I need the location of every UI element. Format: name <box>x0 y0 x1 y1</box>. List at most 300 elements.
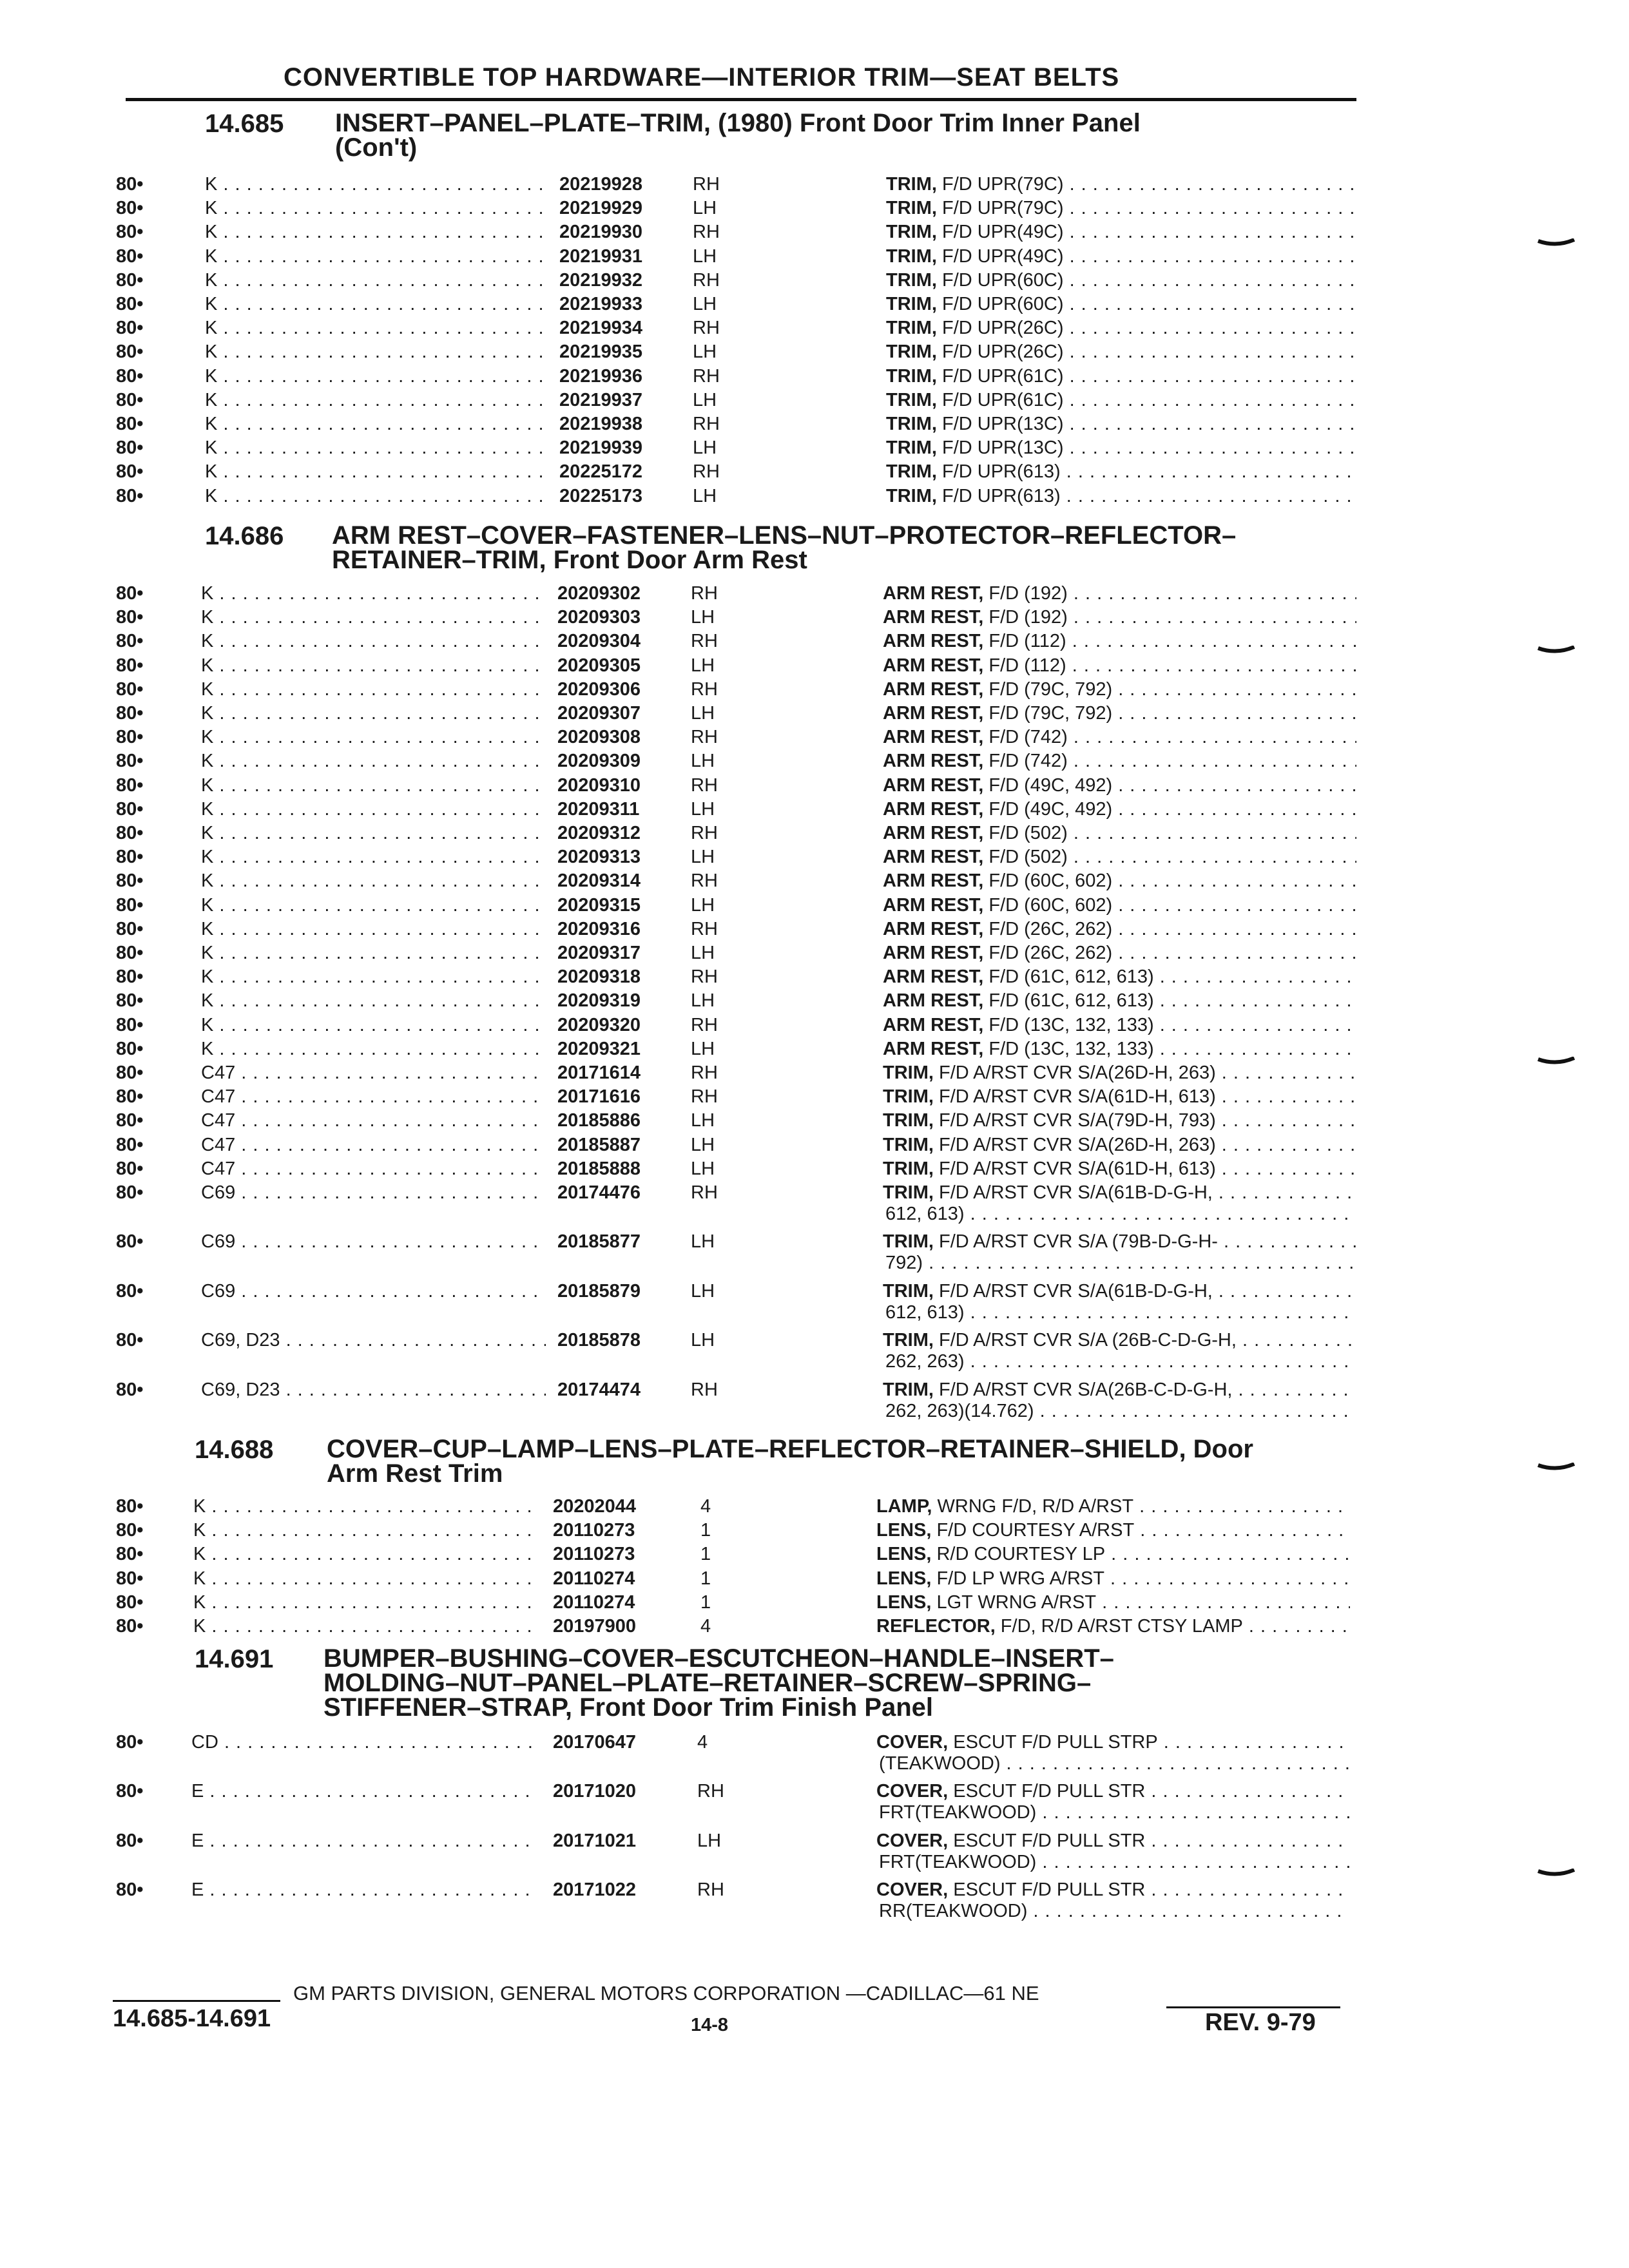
table-row <box>0 1781 1629 1823</box>
table-row <box>0 414 1629 437</box>
part-description <box>883 607 1356 628</box>
part-number: 20209307 <box>557 703 641 724</box>
description-line <box>883 1062 1356 1084</box>
table-row <box>0 1015 1629 1039</box>
quantity-or-side: 1 <box>700 1568 711 1589</box>
option-code <box>201 655 546 677</box>
option-code <box>201 679 546 700</box>
part-number: 20174476 <box>557 1182 641 1203</box>
section-title-line: ARM REST–COVER–FASTENER–LENS–NUT–PROTECTOR–REFLECTOR– <box>332 521 1237 550</box>
option-code-text: C47 . . . <box>201 1086 546 1107</box>
table-row <box>0 270 1629 294</box>
model-year: 80• <box>116 918 144 939</box>
description-line <box>876 1831 1350 1852</box>
quantity-or-side: LH <box>693 198 717 219</box>
description-detail: 262, 263) <box>885 1351 965 1372</box>
description-text <box>883 870 1356 891</box>
part-description <box>876 1496 1350 1517</box>
option-code <box>201 895 546 916</box>
description-line <box>883 823 1356 844</box>
part-description <box>883 799 1356 820</box>
model-year: 80• <box>116 1879 144 1901</box>
description-line <box>883 1330 1356 1351</box>
description-detail: F/D (502) <box>983 847 1068 868</box>
quantity-or-side: LH <box>691 943 715 963</box>
part-description <box>876 1781 1350 1823</box>
part-description <box>886 246 1356 267</box>
description-keyword: TRIM, <box>886 245 937 267</box>
part-description <box>876 1831 1350 1873</box>
option-code <box>201 1379 546 1401</box>
description-detail: F/D (192) <box>983 607 1068 628</box>
part-number: 20185888 <box>557 1158 641 1179</box>
option-code-text: K . . . <box>205 390 550 410</box>
table-row <box>0 1280 1629 1323</box>
part-number: 20209302 <box>557 583 641 604</box>
description-keyword: ARM REST, <box>883 823 984 843</box>
option-code-text: K . . . <box>201 607 546 628</box>
description-text <box>883 1086 1356 1107</box>
part-description <box>883 847 1356 868</box>
description-line <box>883 1204 1356 1225</box>
description-detail: F/D UPR(26C) <box>936 341 1064 363</box>
part-number: 20171614 <box>557 1062 641 1083</box>
part-number: 20209321 <box>557 1038 641 1059</box>
description-keyword: LENS, <box>876 1568 932 1589</box>
description-line <box>886 414 1356 435</box>
part-description <box>883 679 1356 700</box>
table-row <box>0 631 1629 655</box>
option-code-text: K . . . <box>205 294 550 314</box>
description-detail: F/D UPR(613) <box>936 485 1061 506</box>
part-number: 20209319 <box>557 990 641 1012</box>
option-code-text: C69 . . . <box>201 1231 546 1252</box>
margin-mark <box>1537 1463 1576 1472</box>
model-year: 80• <box>116 1732 144 1753</box>
part-number: 20219930 <box>559 222 643 243</box>
description-detail: F/D (61C, 612, 613) <box>983 966 1154 988</box>
model-year: 80• <box>116 607 144 628</box>
description-keyword: COVER, <box>876 1830 949 1851</box>
description-line <box>876 1568 1350 1590</box>
quantity-or-side: RH <box>691 1014 718 1035</box>
description-keyword: ARM REST, <box>883 1038 984 1059</box>
model-year: 80• <box>116 655 144 676</box>
description-detail: WRNG F/D, R/D A/RST <box>932 1496 1134 1517</box>
quantity-or-side: LH <box>691 1231 715 1253</box>
footer-page-number: 14-8 <box>691 2015 729 2035</box>
part-number: 20219935 <box>559 341 643 363</box>
quantity-or-side: LH <box>693 294 717 314</box>
model-year: 80• <box>116 943 144 963</box>
description-line <box>886 246 1356 267</box>
model-year: 80• <box>116 1014 144 1035</box>
quantity-or-side: LH <box>693 485 717 506</box>
table-row <box>0 583 1629 607</box>
description-text <box>883 1204 1356 1224</box>
description-keyword: ARM REST, <box>883 894 984 916</box>
part-description <box>883 1379 1356 1422</box>
description-detail: R/D COURTESY LP <box>931 1544 1106 1565</box>
description-keyword: TRIM, <box>883 1182 934 1203</box>
description-text <box>886 270 1356 291</box>
description-text <box>883 823 1356 843</box>
option-code <box>201 1231 546 1253</box>
description-detail: F/D UPR(60C) <box>936 294 1064 314</box>
description-text <box>883 895 1356 916</box>
part-number: 20209305 <box>557 655 641 676</box>
table-row <box>0 990 1629 1014</box>
description-line <box>876 1852 1350 1873</box>
part-number: 20209311 <box>557 798 640 820</box>
description-keyword: TRIM, <box>886 461 937 483</box>
quantity-or-side: RH <box>693 365 720 387</box>
quantity-or-side: 4 <box>700 1496 711 1517</box>
description-line <box>886 294 1356 315</box>
part-number: 20219937 <box>559 389 643 410</box>
description-keyword: TRIM, <box>883 1134 934 1155</box>
description-keyword: COVER, <box>876 1781 949 1802</box>
description-line <box>883 919 1356 940</box>
option-code-text: K . . . <box>193 1568 538 1589</box>
description-text <box>883 1302 1356 1323</box>
part-description <box>883 1330 1356 1372</box>
option-code-text: K . . . <box>201 631 546 651</box>
margin-mark <box>1537 646 1576 655</box>
description-text <box>883 727 1356 747</box>
description-detail: FRT(TEAKWOOD) <box>879 1802 1037 1823</box>
description-keyword: TRIM, <box>883 1280 934 1302</box>
table-row <box>0 174 1629 198</box>
description-line <box>886 318 1356 339</box>
description-text <box>876 1616 1350 1637</box>
quantity-or-side: RH <box>691 1086 718 1108</box>
section-title-line: INSERT–PANEL–PLATE–TRIM, (1980) Front Door Trim Inner Panel <box>335 109 1141 137</box>
description-line <box>886 222 1356 243</box>
option-code-text: E . . . <box>191 1831 536 1851</box>
part-description <box>886 486 1356 507</box>
quantity-or-side: LH <box>691 1280 715 1302</box>
quantity-or-side: RH <box>693 269 720 291</box>
quantity-or-side: LH <box>693 341 717 363</box>
description-line <box>883 870 1356 892</box>
model-year: 80• <box>116 1231 144 1253</box>
option-code <box>205 222 550 243</box>
part-description <box>883 1158 1356 1180</box>
footer-rule-right <box>1166 2006 1340 2008</box>
quantity-or-side: LH <box>691 607 715 628</box>
part-description <box>886 437 1356 459</box>
model-year: 80• <box>116 294 144 314</box>
model-year: 80• <box>116 1062 144 1083</box>
description-line <box>883 1015 1356 1036</box>
description-keyword: ARM REST, <box>883 918 984 939</box>
description-keyword: ARM REST, <box>883 798 984 820</box>
option-code <box>201 751 546 772</box>
option-code <box>201 1158 546 1180</box>
option-code <box>201 990 546 1012</box>
option-code-text: K . . . <box>193 1616 538 1637</box>
description-line <box>883 1158 1356 1180</box>
model-year: 80• <box>116 583 144 604</box>
option-code-text: K . . . <box>201 966 546 987</box>
description-line <box>876 1901 1350 1922</box>
description-keyword: ARM REST, <box>883 703 984 724</box>
option-code <box>205 414 550 435</box>
table-row <box>0 1379 1629 1421</box>
quantity-or-side: LH <box>691 1158 715 1179</box>
section-title-line: BUMPER–BUSHING–COVER–ESCUTCHEON–HANDLE–INSERT– <box>323 1644 1114 1673</box>
part-description <box>886 461 1356 483</box>
description-line <box>883 583 1356 604</box>
option-code-text: K . . . <box>201 943 546 963</box>
description-text <box>876 1901 1350 1921</box>
option-code <box>201 870 546 892</box>
part-number: 20185878 <box>557 1330 641 1351</box>
model-year: 80• <box>116 823 144 843</box>
description-keyword: LENS, <box>876 1544 932 1565</box>
option-code-text: K . . . <box>201 703 546 724</box>
part-number: 20171022 <box>553 1879 637 1901</box>
part-description <box>883 703 1356 724</box>
part-description <box>876 1879 1350 1922</box>
description-keyword: ARM REST, <box>883 655 984 676</box>
table-row <box>0 1879 1629 1922</box>
description-line <box>876 1544 1350 1565</box>
description-text <box>883 1231 1356 1252</box>
description-detail: F/D (112) <box>983 655 1066 676</box>
description-detail: F/D (49C, 492) <box>983 774 1113 796</box>
model-year: 80• <box>116 1520 144 1541</box>
model-year: 80• <box>116 678 144 700</box>
option-code <box>201 1135 546 1156</box>
model-year: 80• <box>116 1781 144 1802</box>
quantity-or-side: LH <box>691 1110 715 1131</box>
model-year: 80• <box>116 245 144 267</box>
option-code <box>205 198 550 219</box>
section-title-line: (Con't) <box>335 133 418 162</box>
table-row <box>0 294 1629 318</box>
option-code <box>191 1732 536 1753</box>
description-text <box>876 1802 1350 1823</box>
option-code <box>193 1496 538 1517</box>
description-line <box>876 1781 1350 1802</box>
option-code-text: K . . . <box>201 847 546 867</box>
quantity-or-side: LH <box>691 703 715 724</box>
description-detail: F/D A/RST CVR S/A(61D-H, 613) <box>933 1158 1216 1179</box>
option-code-text: K . . . <box>205 174 550 195</box>
description-detail: F/D COURTESY A/RST <box>931 1520 1135 1541</box>
description-detail: F/D A/RST CVR S/A (79B-D-G-H- <box>933 1231 1218 1253</box>
model-year: 80• <box>116 870 144 892</box>
section-number: 14.686 <box>205 522 284 550</box>
option-code <box>205 270 550 291</box>
option-code <box>205 366 550 387</box>
option-code-text: K . . . <box>205 222 550 242</box>
description-detail: F/D (26C, 262) <box>983 943 1113 963</box>
description-keyword: TRIM, <box>886 294 937 314</box>
option-code <box>205 461 550 483</box>
option-code <box>201 727 546 748</box>
option-code <box>201 607 546 628</box>
description-detail: F/D (49C, 492) <box>983 798 1113 820</box>
table-row <box>0 1568 1629 1592</box>
option-code <box>205 437 550 459</box>
description-keyword: COVER, <box>876 1732 949 1753</box>
option-code-text: K . . . <box>201 775 546 796</box>
quantity-or-side: RH <box>697 1879 724 1901</box>
part-description <box>883 1231 1356 1274</box>
description-line <box>886 174 1356 195</box>
description-text <box>883 1158 1356 1179</box>
model-year: 80• <box>116 798 144 820</box>
description-line <box>886 390 1356 411</box>
option-code <box>201 775 546 796</box>
quantity-or-side: 4 <box>697 1732 708 1753</box>
description-keyword: TRIM, <box>883 1330 934 1351</box>
description-line <box>883 1253 1356 1274</box>
part-description <box>886 270 1356 291</box>
table-row <box>0 366 1629 390</box>
part-description <box>886 174 1356 195</box>
description-detail: F/D (79C, 792) <box>983 703 1113 724</box>
option-code-text: K . . . <box>205 246 550 267</box>
description-line <box>886 341 1356 363</box>
model-year: 80• <box>116 631 144 652</box>
option-code <box>193 1592 538 1613</box>
description-text <box>883 1062 1356 1083</box>
model-year: 80• <box>116 1158 144 1179</box>
description-text <box>886 246 1356 267</box>
quantity-or-side: LH <box>691 1038 715 1059</box>
model-year: 80• <box>116 894 144 916</box>
part-description <box>886 294 1356 315</box>
section-title <box>332 523 1236 572</box>
table-row <box>0 246 1629 270</box>
part-description <box>876 1544 1350 1565</box>
description-keyword: ARM REST, <box>883 870 984 892</box>
option-code-text: K . . . <box>205 437 550 458</box>
description-detail: F/D A/RST CVR S/A(26D-H, 263) <box>933 1134 1216 1155</box>
description-detail: F/D A/RST CVR S/A(61D-H, 613) <box>933 1086 1216 1108</box>
part-number: 20185877 <box>557 1231 641 1253</box>
option-code <box>201 1330 546 1351</box>
quantity-or-side: RH <box>691 966 718 988</box>
description-detail: F/D (112) <box>983 631 1066 652</box>
quantity-or-side: LH <box>691 847 715 868</box>
option-code-text: K . . . <box>201 823 546 843</box>
description-line <box>876 1496 1350 1517</box>
option-code <box>201 799 546 820</box>
table-row <box>0 1830 1629 1872</box>
part-number: 20209316 <box>557 918 641 939</box>
table-row <box>0 1182 1629 1224</box>
table-row <box>0 1231 1629 1274</box>
description-detail: ESCUT F/D PULL STR <box>948 1830 1146 1851</box>
description-line <box>876 1732 1350 1753</box>
section-title-line: COVER–CUP–LAMP–LENS–PLATE–REFLECTOR–RETAINER–SHIELD, Door <box>327 1435 1253 1463</box>
part-description <box>883 727 1356 748</box>
part-number: 20185887 <box>557 1134 641 1155</box>
description-line <box>883 727 1356 748</box>
quantity-or-side: 4 <box>700 1616 711 1637</box>
description-detail: F/D UPR(79C) <box>936 174 1064 195</box>
model-year: 80• <box>116 1134 144 1155</box>
table-row <box>0 1062 1629 1086</box>
section-title <box>323 1646 1114 1720</box>
table-row <box>0 318 1629 341</box>
model-year: 80• <box>116 198 144 219</box>
option-code <box>205 318 550 339</box>
description-line <box>886 198 1356 219</box>
description-text <box>883 751 1356 771</box>
part-description <box>883 751 1356 772</box>
description-text <box>883 1379 1356 1400</box>
table-row <box>0 1520 1629 1544</box>
model-year: 80• <box>116 269 144 291</box>
model-year: 80• <box>116 222 144 243</box>
description-detail: F/D (79C, 792) <box>983 678 1113 700</box>
description-detail: F/D UPR(13C) <box>936 437 1064 459</box>
option-code-text: K . . . <box>193 1544 538 1564</box>
description-text <box>876 1852 1350 1872</box>
option-code-text: E . . . <box>191 1879 536 1900</box>
description-text <box>883 1135 1356 1155</box>
margin-mark <box>1537 238 1576 247</box>
option-code-text: K . . . <box>201 751 546 771</box>
option-code-text: K . . . <box>201 870 546 891</box>
table-row <box>0 390 1629 414</box>
description-text <box>886 318 1356 338</box>
model-year: 80• <box>116 1496 144 1517</box>
description-detail: F/D (60C, 602) <box>983 870 1113 892</box>
table-row <box>0 966 1629 990</box>
option-code-text: C69 . . . <box>201 1281 546 1302</box>
section-number: 14.685 <box>205 110 284 138</box>
table-row <box>0 1496 1629 1520</box>
part-description <box>886 222 1356 243</box>
part-number: 20197900 <box>553 1616 637 1637</box>
quantity-or-side: 1 <box>700 1520 711 1541</box>
part-description <box>883 895 1356 916</box>
part-description <box>883 823 1356 844</box>
description-text <box>886 437 1356 458</box>
model-year: 80• <box>116 1110 144 1131</box>
part-number: 20209312 <box>557 823 641 843</box>
section-title-line: Arm Rest Trim <box>327 1459 503 1488</box>
option-code-text: K . . . <box>205 366 550 387</box>
option-code-text: C47 . . . <box>201 1135 546 1155</box>
model-year: 80• <box>116 1830 144 1851</box>
option-code <box>201 919 546 940</box>
description-text <box>876 1544 1350 1564</box>
description-detail: F/D A/RST CVR S/A (26B-C-D-G-H, <box>933 1330 1237 1351</box>
part-number: 20225172 <box>559 461 643 483</box>
quantity-or-side: LH <box>691 990 715 1012</box>
description-text <box>883 583 1356 604</box>
description-text <box>883 607 1356 628</box>
model-year: 80• <box>116 1182 144 1203</box>
option-code <box>205 486 550 507</box>
description-detail: RR(TEAKWOOD) <box>879 1901 1028 1922</box>
option-code <box>201 1086 546 1108</box>
part-description <box>876 1592 1350 1613</box>
quantity-or-side: RH <box>693 222 720 243</box>
description-text <box>876 1831 1350 1851</box>
description-text <box>876 1568 1350 1589</box>
option-code <box>193 1616 538 1637</box>
model-year: 80• <box>116 1591 144 1613</box>
